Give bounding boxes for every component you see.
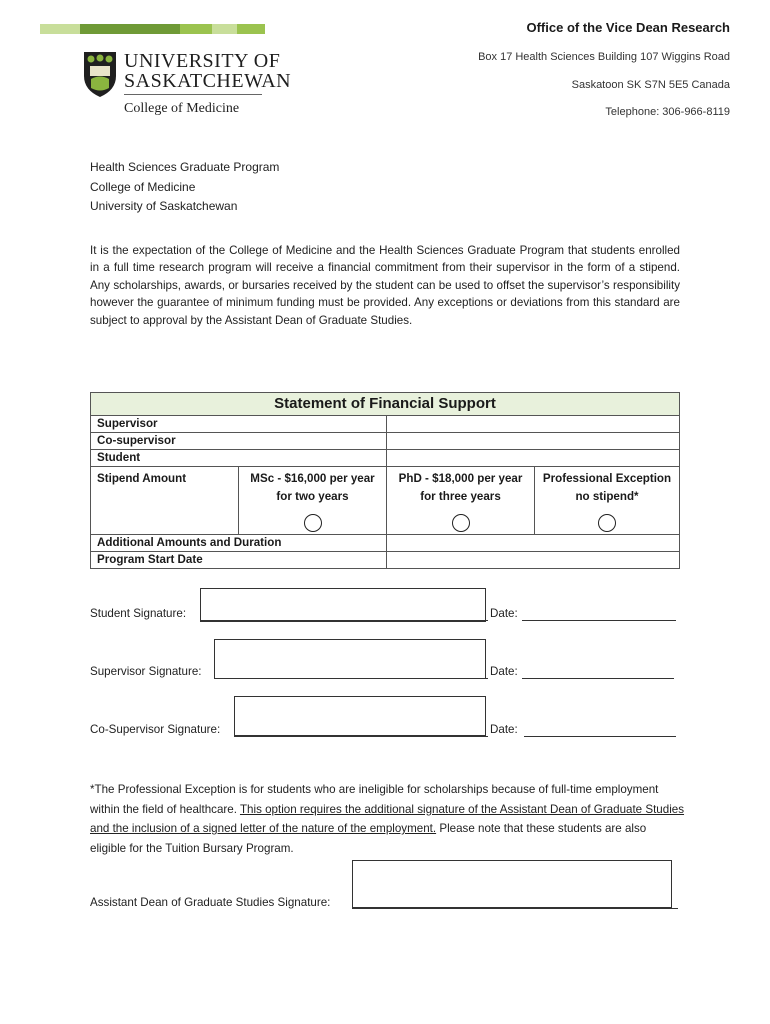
stipend-option-phd[interactable] xyxy=(387,467,535,535)
address-line1: Health Sciences Graduate Program xyxy=(90,160,280,174)
note-part3: Please note that these students are also eligible for the Tuition Bursary Program. xyxy=(90,822,647,855)
office-telephone: Telephone: 306-966-8119 xyxy=(605,106,730,118)
student-field[interactable] xyxy=(387,450,680,467)
office-title: Office of the Vice Dean Research xyxy=(526,20,730,35)
supervisor-signature-line xyxy=(214,678,488,679)
note-part1: *The Professional Exception is for students who are ineligible for scholarships because of full-time employment within the field of healthcare. xyxy=(90,783,659,816)
program-address xyxy=(90,158,279,217)
cosupervisor-signature-line xyxy=(234,736,488,737)
additional-amounts-field[interactable] xyxy=(387,535,680,552)
program-start-field[interactable] xyxy=(387,552,680,569)
phd-radio[interactable] xyxy=(452,514,470,532)
student-date-field[interactable] xyxy=(522,620,676,621)
supervisor-date-label: Date: xyxy=(490,665,518,678)
address-line2: College of Medicine xyxy=(90,179,196,194)
stipend-option-exception[interactable] xyxy=(535,467,680,535)
cosupervisor-date-label: Date: xyxy=(490,723,518,736)
student-signature-label: Student Signature: xyxy=(90,607,187,620)
cosupervisor-label: Co-supervisor xyxy=(91,433,387,450)
cosupervisor-field[interactable] xyxy=(387,433,680,450)
additional-amounts-label: Additional Amounts and Duration xyxy=(91,535,387,552)
supervisor-signature-label: Supervisor Signature: xyxy=(90,665,202,678)
student-signature-box[interactable] xyxy=(200,588,486,622)
exception-radio[interactable] xyxy=(598,514,616,532)
office-address-line1: Box 17 Health Sciences Building 107 Wiggins Road xyxy=(478,51,730,63)
msc-radio[interactable] xyxy=(304,514,322,532)
header-color-stripe xyxy=(40,24,265,34)
financial-support-table xyxy=(90,392,680,569)
university-crest-icon xyxy=(82,50,118,98)
program-start-label: Program Start Date xyxy=(91,552,387,569)
assistant-dean-signature-box[interactable] xyxy=(352,860,672,908)
msc-option-label: MSc - $16,000 per year for two years xyxy=(250,472,375,503)
cosupervisor-signature-box[interactable] xyxy=(234,696,486,736)
supervisor-date-field[interactable] xyxy=(522,678,674,679)
student-signature-line xyxy=(200,620,488,621)
logo-divider xyxy=(124,94,262,95)
note-part2-underlined: This option requires the additional signature of the Assistant Dean of Graduate Studies and the inclusion of a signed letter of the nature of the employment. xyxy=(90,802,685,835)
assistant-dean-signature-label: Assistant Dean of Graduate Studies Signature: xyxy=(90,896,331,909)
intro-paragraph: It is the expectation of the College of Medicine and the Health Sciences Graduate Program that students enrolled in a full time research program will receive a financial commitment from their supervisor in the form of a stipend. Any scholarships, awards, or bursaries received by the student can be used to offset the supervisor’s responsibility however the guarantee of minimum funding must be provided. Any exceptions or deviations from this standard are subject to approval by the Assistant Dean of Graduate Studies. xyxy=(90,244,680,327)
stipend-label: Stipend Amount xyxy=(91,467,239,535)
supervisor-label: Supervisor xyxy=(91,416,387,433)
exception-option-label: Professional Exception no stipend* xyxy=(542,472,672,503)
address-line3: University of Saskatchewan xyxy=(90,199,238,213)
assistant-dean-signature-line xyxy=(352,908,678,909)
supervisor-signature-box[interactable] xyxy=(214,639,486,679)
logo-college: College of Medicine xyxy=(124,101,240,116)
student-date-label: Date: xyxy=(490,607,518,620)
stipend-option-msc[interactable] xyxy=(239,467,387,535)
cosupervisor-date-field[interactable] xyxy=(524,736,676,737)
logo-line2: SASKATCHEWAN xyxy=(124,70,292,92)
logo-line1: UNIVERSITY OF xyxy=(124,50,281,72)
office-address-line2: Saskatoon SK S7N 5E5 Canada xyxy=(571,79,730,91)
supervisor-field[interactable] xyxy=(387,416,680,433)
cosupervisor-signature-label: Co-Supervisor Signature: xyxy=(90,723,221,736)
table-title: Statement of Financial Support xyxy=(91,393,680,416)
professional-exception-note xyxy=(90,780,685,858)
student-label: Student xyxy=(91,450,387,467)
phd-option-label: PhD - $18,000 per year for three years xyxy=(398,472,523,503)
